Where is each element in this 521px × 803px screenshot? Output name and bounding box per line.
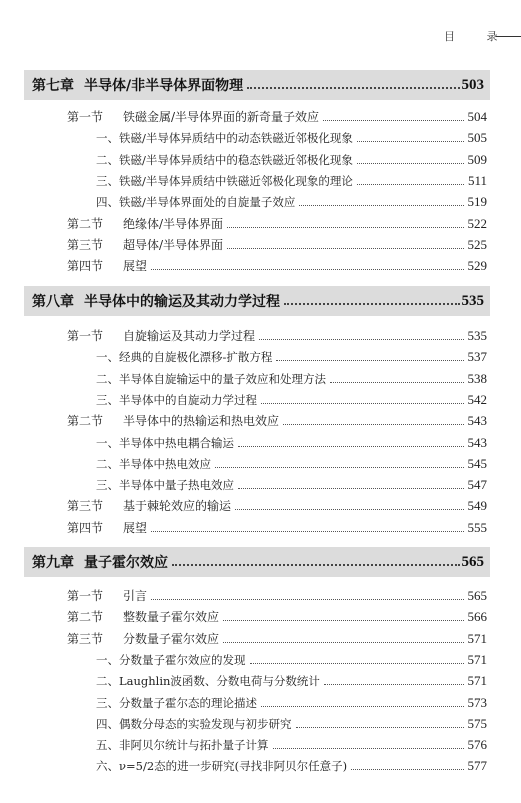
- entry-number: 二、: [96, 674, 119, 689]
- entry-number: 第一节: [67, 329, 104, 343]
- chapter-number: 第八章: [32, 294, 74, 310]
- dot-leader: [151, 599, 463, 600]
- chapter-title: 半导体/非半导体界面物理: [84, 78, 244, 94]
- entry-title: 半导体中热电效应: [119, 456, 211, 471]
- entry-number: 二、: [96, 152, 119, 167]
- toc-subsection-entry: [96, 734, 487, 752]
- dot-leader: [223, 620, 463, 621]
- toc-subsection-entry: [96, 170, 487, 188]
- chapter-page-number: 565: [461, 553, 484, 570]
- entry-number: 三、: [96, 173, 119, 188]
- entry-number: 第二节: [67, 216, 104, 231]
- entry-page-number: 577: [467, 758, 487, 774]
- entry-page-number: 505: [467, 130, 487, 146]
- entry-page-number: 549: [467, 498, 487, 514]
- entry-page-number: 571: [467, 673, 487, 689]
- entry-page-number: 535: [467, 328, 487, 343]
- entry-page-number: 543: [467, 413, 487, 429]
- entry-page-number: 565: [467, 588, 487, 603]
- entry-title: 基于棘轮效应的输运: [123, 499, 232, 514]
- entry-page-number: 547: [467, 477, 487, 493]
- entry-title: 整数量子霍尔效应: [123, 610, 220, 625]
- toc-subsection-entry: [96, 368, 487, 386]
- entry-number: 六、: [96, 759, 119, 774]
- entry-number: 三、: [96, 695, 119, 710]
- entry-number: 四、: [96, 195, 119, 210]
- entry-number: 第一节: [67, 110, 104, 124]
- toc-section-entry: [67, 234, 487, 252]
- dot-leader: [235, 509, 463, 510]
- entry-page-number: 555: [467, 519, 487, 535]
- entry-page-number: 504: [467, 109, 487, 124]
- toc-section-entry: [67, 628, 487, 646]
- entry-title: 铁磁/半导体异质结中的稳态铁磁近邻极化现象: [119, 152, 353, 167]
- entry-title: 超导体/半导体界面: [123, 237, 224, 252]
- toc-section-entry: [67, 106, 487, 124]
- dot-leader: [227, 248, 463, 249]
- toc-subsection-entry: [96, 474, 487, 492]
- entry-title: 自旋输运及其动力学过程: [123, 329, 256, 343]
- toc-subsection-entry: [96, 432, 487, 450]
- dot-leader: [259, 339, 463, 340]
- chapter-heading: [24, 547, 490, 577]
- entry-number: 第三节: [67, 237, 104, 252]
- entry-page-number: 537: [467, 349, 487, 365]
- entry-page-number: 509: [467, 151, 487, 167]
- entry-number: 第三节: [67, 499, 104, 514]
- dot-leader: [238, 488, 464, 489]
- header-label: 目 录: [444, 30, 512, 43]
- entry-title: 展望: [123, 259, 148, 274]
- entry-number: 第一节: [67, 589, 104, 603]
- dot-leader: [273, 748, 464, 749]
- dot-leader: [151, 269, 463, 270]
- toc-subsection-entry: [96, 389, 487, 407]
- dot-leader: [172, 564, 460, 566]
- entry-page-number: 571: [467, 651, 487, 667]
- entry-page-number: 573: [467, 694, 487, 710]
- entry-title: 铁磁/半导体异质结中铁磁近邻极化现象的理论: [119, 173, 353, 188]
- dot-leader: [227, 227, 463, 228]
- entry-title: 铁磁/半导体界面处的自旋量子效应: [119, 195, 296, 210]
- entry-page-number: 525: [467, 236, 487, 252]
- entry-number: 三、: [96, 478, 119, 493]
- entry-number: 二、: [96, 456, 119, 471]
- toc-section-entry: [67, 255, 487, 273]
- entry-page-number: 511: [467, 172, 487, 188]
- entry-page-number: 522: [467, 215, 487, 231]
- entry-title: 绝缘体/半导体界面: [123, 216, 224, 231]
- entry-title: 半导体中的热输运和热电效应: [123, 414, 280, 429]
- toc-subsection-entry: [96, 346, 487, 364]
- entry-title: 铁磁金属/半导体界面的新奇量子效应: [123, 110, 320, 124]
- dot-leader: [276, 360, 463, 361]
- dot-leader: [261, 706, 464, 707]
- toc-subsection-entry: [96, 755, 487, 773]
- chapter-heading: [24, 70, 490, 100]
- dot-leader: [215, 467, 464, 468]
- entry-title: 分数量子霍尔效应: [123, 631, 220, 646]
- entry-number: 五、: [96, 738, 119, 753]
- toc-subsection-entry: [96, 127, 487, 145]
- entry-title: 半导体中热电耦合输运: [119, 435, 234, 450]
- toc-section-entry: [67, 606, 487, 624]
- entry-title: 展望: [123, 520, 148, 535]
- entry-number: 二、: [96, 371, 119, 386]
- dot-leader: [351, 769, 463, 770]
- dot-leader: [299, 205, 463, 206]
- entry-title: 分数量子霍尔态的理论描述: [119, 695, 257, 710]
- dot-leader: [284, 303, 460, 305]
- dot-leader: [357, 141, 464, 142]
- toc-subsection-entry: [96, 453, 487, 471]
- toc-section-entry: [67, 585, 487, 603]
- toc-subsection-entry: [96, 149, 487, 167]
- dot-leader: [261, 403, 464, 404]
- dot-leader: [357, 163, 464, 164]
- entry-page-number: 575: [467, 715, 487, 731]
- entry-title: 半导体中量子热电效应: [119, 478, 234, 493]
- toc-section-entry: [67, 213, 487, 231]
- entry-page-number: 566: [467, 609, 487, 625]
- dot-leader: [330, 382, 464, 383]
- entry-title: 偶数分母态的实验发现与初步研究: [119, 716, 292, 731]
- toc-subsection-entry: [96, 692, 487, 710]
- dot-leader: [324, 684, 464, 685]
- toc-section-entry: [67, 325, 487, 343]
- toc-subsection-entry: [96, 713, 487, 731]
- entry-title: 半导体自旋输运中的量子效应和处理方法: [119, 371, 326, 386]
- dot-leader: [151, 531, 463, 532]
- entry-page-number: 576: [467, 737, 487, 753]
- entry-title: 非阿贝尔统计与拓扑量子计算: [119, 738, 269, 753]
- entry-page-number: 538: [467, 370, 487, 386]
- chapter-title: 量子霍尔效应: [84, 555, 168, 571]
- entry-page-number: 545: [467, 455, 487, 471]
- entry-title: ν=5/2态的进一步研究(寻找非阿贝尔任意子): [119, 759, 348, 774]
- chapter-number: 第七章: [32, 78, 74, 94]
- dot-leader: [323, 120, 463, 121]
- entry-number: 第三节: [67, 631, 104, 646]
- entry-number: 第二节: [67, 610, 104, 625]
- entry-page-number: 529: [467, 258, 487, 274]
- entry-page-number: 519: [467, 194, 487, 210]
- entry-page-number: 542: [467, 391, 487, 407]
- dot-leader: [296, 727, 464, 728]
- chapter-heading: [24, 286, 490, 316]
- chapter-number: 第九章: [32, 555, 74, 571]
- toc-subsection-entry: [96, 670, 487, 688]
- toc-section-entry: [67, 517, 487, 535]
- entry-number: 第二节: [67, 414, 104, 429]
- dot-leader: [357, 184, 464, 185]
- entry-number: 第四节: [67, 259, 104, 274]
- entry-title: 铁磁/半导体异质结中的动态铁磁近邻极化现象: [119, 131, 353, 146]
- chapter-page-number: 535: [461, 292, 484, 309]
- entry-number: 一、: [96, 131, 119, 146]
- header-rule: [496, 36, 521, 37]
- entry-title: 分数量子霍尔效应的发现: [119, 652, 246, 667]
- entry-number: 一、: [96, 350, 119, 365]
- dot-leader: [223, 642, 463, 643]
- toc-subsection-entry: [96, 649, 487, 667]
- entry-number: 三、: [96, 392, 119, 407]
- entry-number: 第四节: [67, 520, 104, 535]
- toc-subsection-entry: [96, 191, 487, 209]
- chapter-page-number: 503: [461, 76, 484, 93]
- dot-leader: [247, 87, 459, 89]
- entry-page-number: 543: [467, 434, 487, 450]
- toc-section-entry: [67, 495, 487, 513]
- entry-title: 半导体中的自旋动力学过程: [119, 392, 257, 407]
- dot-leader: [250, 663, 464, 664]
- chapter-title: 半导体中的输运及其动力学过程: [84, 294, 280, 310]
- entry-number: 一、: [96, 652, 119, 667]
- entry-title: 经典的自旋极化漂移-扩散方程: [119, 350, 273, 365]
- dot-leader: [238, 446, 464, 447]
- dot-leader: [283, 424, 463, 425]
- entry-title: Laughlin波函数、分数电荷与分数统计: [119, 674, 320, 689]
- entry-number: 一、: [96, 435, 119, 450]
- entry-title: 引言: [123, 589, 148, 603]
- entry-page-number: 571: [467, 630, 487, 646]
- entry-number: 四、: [96, 716, 119, 731]
- toc-section-entry: [67, 410, 487, 428]
